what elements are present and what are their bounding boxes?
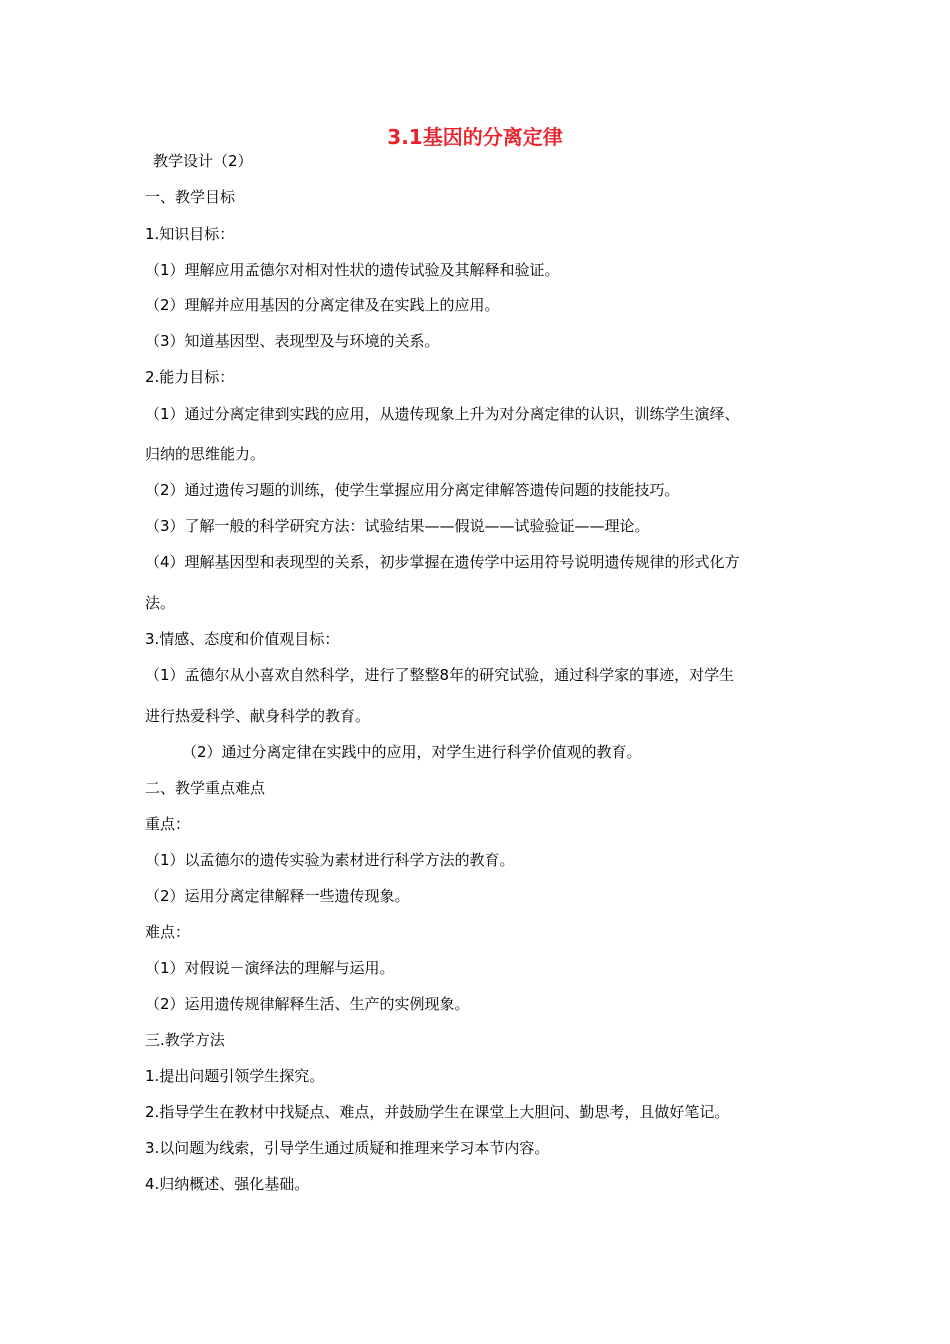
paragraph-line: （3）了解一般的科学研究方法：试验结果——假说——试验验证——理论。 [145, 517, 650, 535]
section-heading-key-points: 二、教学重点难点 [145, 779, 266, 797]
paragraph-line: （1）对假说－演绎法的理解与运用。 [145, 959, 395, 977]
paragraph-line: 1.提出问题引领学生探究。 [145, 1067, 325, 1085]
section-heading-objectives: 一、教学目标 [145, 188, 236, 206]
paragraph-line: （2）运用分离定律解释一些遗传现象。 [145, 887, 410, 905]
subtitle-design: 教学设计（2） [153, 152, 253, 170]
paragraph-line: 进行热爱科学、献身科学的教育。 [145, 707, 371, 725]
paragraph-line: （1）理解应用孟德尔对相对性状的遗传试验及其解释和验证。 [145, 261, 560, 279]
subheading-key: 重点： [145, 815, 191, 833]
paragraph-line: 2.指导学生在教材中找疑点、难点，并鼓励学生在课堂上大胆问、勤思考，且做好笔记。 [145, 1103, 730, 1121]
document-title: 3.1基因的分离定律 [387, 125, 563, 149]
paragraph-line: 4.归纳概述、强化基础。 [145, 1175, 310, 1193]
paragraph-line: （3）知道基因型、表现型及与环境的关系。 [145, 332, 440, 350]
paragraph-line: 3.以问题为线索，引导学生通过质疑和推理来学习本节内容。 [145, 1139, 550, 1157]
subheading-emotion: 3.情感、态度和价值观目标： [145, 630, 340, 648]
paragraph-line: （1）孟德尔从小喜欢自然科学，进行了整整8年的研究试验，通过科学家的事迹，对学生 [145, 666, 735, 684]
paragraph-line: 归纳的思维能力。 [145, 445, 266, 463]
paragraph-line: （2）通过遗传习题的训练，使学生掌握应用分离定律解答遗传问题的技能技巧。 [145, 481, 680, 499]
subheading-difficult: 难点： [145, 923, 191, 941]
paragraph-line: （2）运用遗传规律解释生活、生产的实例现象。 [145, 995, 470, 1013]
paragraph-line: （4）理解基因型和表现型的关系，初步掌握在遗传学中运用符号说明遗传规律的形式化方 [145, 553, 740, 571]
paragraph-line: （1）通过分离定律到实践的应用，从遗传现象上升为对分离定律的认识，训练学生演绎、 [145, 405, 740, 423]
subheading-knowledge: 1.知识目标： [145, 225, 235, 243]
paragraph-line: （2）通过分离定律在实践中的应用，对学生进行科学价值观的教育。 [182, 743, 642, 761]
paragraph-line: （1）以孟德尔的遗传实验为素材进行科学方法的教育。 [145, 851, 515, 869]
section-heading-methods: 三.教学方法 [145, 1031, 225, 1049]
paragraph-line: 法。 [145, 594, 176, 612]
subheading-ability: 2.能力目标： [145, 368, 235, 386]
paragraph-line: （2）理解并应用基因的分离定律及在实践上的应用。 [145, 296, 500, 314]
